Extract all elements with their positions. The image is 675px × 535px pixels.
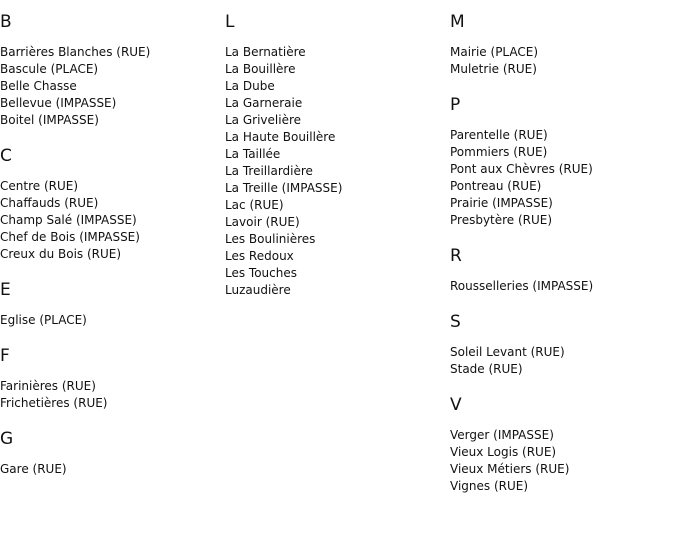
letter-heading: E bbox=[0, 280, 11, 300]
street-item[interactable]: Bellevue (IMPASSE) bbox=[0, 96, 117, 110]
letter-heading: C bbox=[0, 146, 12, 166]
letter-group-p bbox=[450, 95, 675, 229]
street-item[interactable]: Centre (RUE) bbox=[0, 179, 79, 193]
street-item[interactable]: Soleil Levant (RUE) bbox=[450, 345, 565, 359]
street-list bbox=[450, 344, 675, 378]
street-item[interactable]: Prairie (IMPASSE) bbox=[450, 196, 553, 210]
street-item[interactable]: Pont aux Chèvres (RUE) bbox=[450, 162, 593, 176]
letter-group-e bbox=[0, 280, 225, 329]
street-item[interactable]: Stade (RUE) bbox=[450, 362, 523, 376]
street-index-column-3 bbox=[450, 0, 675, 495]
street-item[interactable]: Barrières Blanches (RUE) bbox=[0, 45, 151, 59]
street-list bbox=[0, 378, 225, 412]
letter-group-b bbox=[0, 12, 225, 129]
street-item[interactable]: Gare (RUE) bbox=[0, 462, 67, 476]
letter-heading: R bbox=[450, 246, 462, 266]
street-item[interactable]: Champ Salé (IMPASSE) bbox=[0, 213, 137, 227]
street-item[interactable]: Frichetières (RUE) bbox=[0, 396, 108, 410]
street-item[interactable]: La Dube bbox=[225, 79, 275, 93]
street-list bbox=[450, 278, 675, 295]
street-item[interactable]: La Haute Bouillère bbox=[225, 130, 336, 144]
street-item[interactable]: Rousselleries (IMPASSE) bbox=[450, 279, 594, 293]
street-list bbox=[225, 44, 450, 299]
street-item[interactable]: La Grivelière bbox=[225, 113, 302, 127]
street-item[interactable]: Pommiers (RUE) bbox=[450, 145, 548, 159]
street-item[interactable]: Farinières (RUE) bbox=[0, 379, 96, 393]
street-item[interactable]: Vieux Logis (RUE) bbox=[450, 445, 557, 459]
letter-group-v bbox=[450, 395, 675, 495]
street-list bbox=[0, 461, 225, 478]
street-index-column-1 bbox=[0, 0, 225, 478]
street-item[interactable]: Mairie (PLACE) bbox=[450, 45, 539, 59]
street-item[interactable]: Les Touches bbox=[225, 266, 297, 280]
street-item[interactable]: La Treillardière bbox=[225, 164, 313, 178]
street-item[interactable]: Muletrie (RUE) bbox=[450, 62, 537, 76]
street-item[interactable]: Lavoir (RUE) bbox=[225, 215, 300, 229]
street-item[interactable]: Chaffauds (RUE) bbox=[0, 196, 99, 210]
street-item[interactable]: Boitel (IMPASSE) bbox=[0, 113, 99, 127]
street-item[interactable]: Eglise (PLACE) bbox=[0, 313, 87, 327]
street-item[interactable]: Vieux Métiers (RUE) bbox=[450, 462, 570, 476]
street-item[interactable]: Verger (IMPASSE) bbox=[450, 428, 554, 442]
street-list bbox=[450, 44, 675, 78]
letter-heading: S bbox=[450, 312, 461, 332]
street-item[interactable]: Les Redoux bbox=[225, 249, 294, 263]
street-list bbox=[0, 178, 225, 263]
letter-heading: G bbox=[0, 429, 14, 449]
street-item[interactable]: La Bernatière bbox=[225, 45, 306, 59]
letter-heading: F bbox=[0, 346, 10, 366]
street-item[interactable]: Pontreau (RUE) bbox=[450, 179, 542, 193]
street-item[interactable]: Bascule (PLACE) bbox=[0, 62, 99, 76]
street-list bbox=[0, 312, 225, 329]
letter-group-c bbox=[0, 146, 225, 263]
street-item[interactable]: Creux du Bois (RUE) bbox=[0, 247, 122, 261]
street-item[interactable]: Luzaudière bbox=[225, 283, 291, 297]
letter-heading: M bbox=[450, 12, 465, 32]
letter-heading: V bbox=[450, 395, 462, 415]
street-list bbox=[0, 44, 225, 129]
street-item[interactable]: Presbytère (RUE) bbox=[450, 213, 553, 227]
letter-group-r bbox=[450, 246, 675, 295]
street-list bbox=[450, 427, 675, 495]
street-item[interactable]: La Bouillère bbox=[225, 62, 296, 76]
street-index-column-2 bbox=[225, 0, 450, 299]
letter-heading: B bbox=[0, 12, 12, 32]
street-item[interactable]: La Garneraie bbox=[225, 96, 303, 110]
street-item[interactable]: Chef de Bois (IMPASSE) bbox=[0, 230, 140, 244]
letter-group-m bbox=[450, 12, 675, 78]
street-item[interactable]: Belle Chasse bbox=[0, 79, 77, 93]
letter-group-f bbox=[0, 346, 225, 412]
street-item[interactable]: Parentelle (RUE) bbox=[450, 128, 548, 142]
letter-group-l bbox=[225, 12, 450, 299]
street-item[interactable]: La Taillée bbox=[225, 147, 281, 161]
letter-group-g bbox=[0, 429, 225, 478]
letter-heading: L bbox=[225, 12, 235, 32]
street-item[interactable]: Lac (RUE) bbox=[225, 198, 284, 212]
street-list bbox=[450, 127, 675, 229]
letter-heading: P bbox=[450, 95, 461, 115]
street-item[interactable]: Vignes (RUE) bbox=[450, 479, 529, 493]
street-item[interactable]: La Treille (IMPASSE) bbox=[225, 181, 343, 195]
street-item[interactable]: Les Boulinières bbox=[225, 232, 316, 246]
letter-group-s bbox=[450, 312, 675, 378]
